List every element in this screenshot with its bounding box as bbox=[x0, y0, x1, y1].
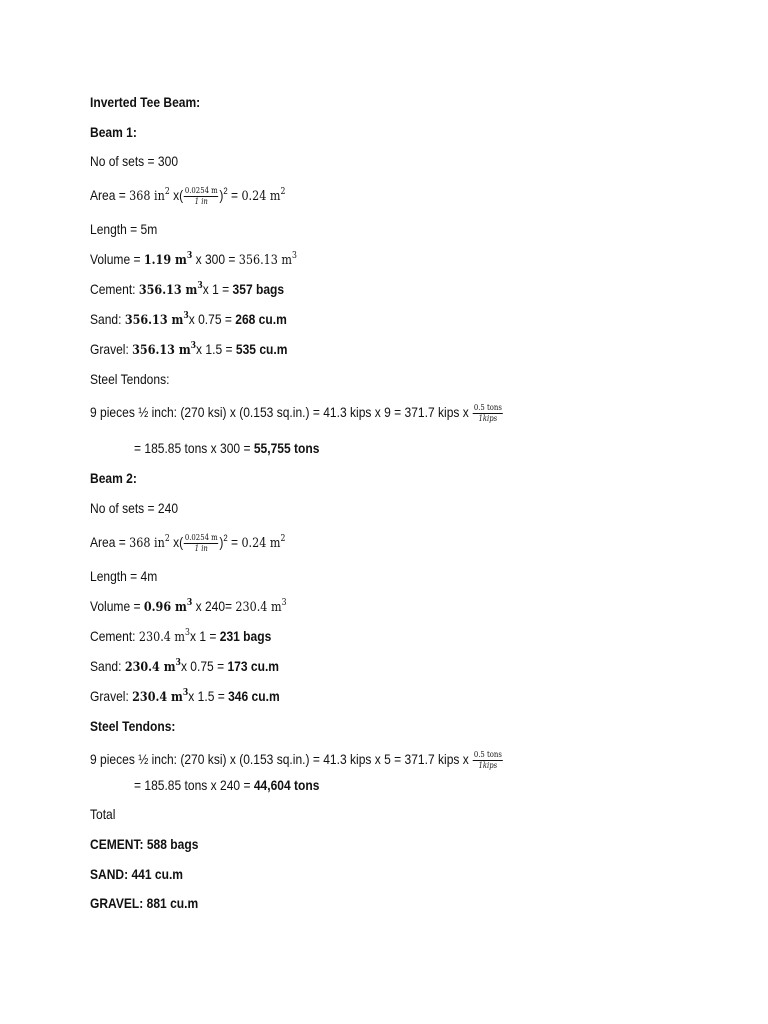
beam2-sand: Sand: 230.4 $m^3x$ 0.75 = 173 cu.m bbox=[90, 658, 280, 675]
beam2-steel-line: 9 pieces ½ inch: (270 ksi) x (0.153 sq.in.) = 41.3 kips x 5 = 371.7 kips x $\frac{\text{0.5 tons}}{\text{1kips}}$ bbox=[90, 750, 502, 770]
beam1-steel-total: = 185.85 tons x 300 = 55,755 tons bbox=[134, 440, 320, 456]
total-cement: CEMENT: 588 bags bbox=[90, 836, 199, 852]
total-label: Total bbox=[90, 806, 116, 822]
beam2-volume: Volume = 0.96 $m^3$ x 240= 230.4 $m^3$ bbox=[90, 598, 287, 615]
gravel-result: 535 cu.m bbox=[235, 341, 288, 357]
beam1-length: Length = 5m bbox=[90, 221, 158, 237]
beam2-cement: Cement: 230.4 $m^3x$ 1 = 231 bags bbox=[90, 628, 272, 645]
beam2-area: Area = 368 $in^2$ x( $\frac{0.0254 m}{1 in}$ )$^2$ = 0.24 $m^2$ bbox=[90, 533, 286, 553]
beam1-gravel: Gravel: 356.13 $m^3x$ 1.5 = 535 cu.m bbox=[90, 341, 288, 358]
beam1-sets: No of sets = 300 bbox=[90, 153, 179, 169]
document-title: Inverted Tee Beam: bbox=[90, 94, 201, 110]
beam1-steel-line: 9 pieces ½ inch: (270 ksi) x (0.153 sq.in.) = 41.3 kips x 9 = 371.7 kips x $\frac{\text{0.5 tons}}{\text{1kips}}$ bbox=[90, 403, 502, 423]
cement-result: 357 bags bbox=[232, 281, 285, 297]
beam2-heading: Beam 2: bbox=[90, 470, 137, 486]
beam1-sand: Sand: 356.13 $m^3x$ 0.75 = 268 cu.m bbox=[90, 311, 287, 328]
total-sand: SAND: 441 cu.m bbox=[90, 866, 184, 882]
beam2-steel-total: = 185.85 tons x 240 = 44,604 tons bbox=[134, 777, 320, 793]
area-value: 368 $in^2$ bbox=[129, 187, 170, 205]
tons-fraction: $\frac{\text{0.5 tons}}{\text{1kips}}$ bbox=[473, 403, 502, 423]
tons-fraction: $\frac{\text{0.5 tons}}{\text{1kips}}$ bbox=[473, 750, 502, 770]
steel-total-result: 55,755 tons bbox=[253, 440, 320, 456]
beam1-steel-heading: Steel Tendons: bbox=[90, 371, 170, 387]
conversion-fraction: $\frac{0.0254 m}{1 in}$ bbox=[184, 533, 218, 553]
area-result: 0.24 $m^2$ bbox=[241, 187, 286, 205]
beam2-sets: No of sets = 240 bbox=[90, 500, 179, 516]
beam1-area: Area = 368 $in^2$ x( $\frac{0.0254 m}{1 in}$ )$^2$ = 0.24 $m^2$ bbox=[90, 186, 286, 206]
area-times: x( bbox=[173, 187, 184, 204]
total-gravel: GRAVEL: 881 cu.m bbox=[90, 895, 199, 911]
beam2-length: Length = 4m bbox=[90, 568, 158, 584]
beam1-heading: Beam 1: bbox=[90, 124, 137, 140]
area-label: Area = bbox=[90, 187, 130, 204]
beam1-volume: Volume = 1.19 $m^3$ x 300 = 356.13 $m^3$ bbox=[90, 251, 297, 268]
beam2-gravel: Gravel: 230.4 $m^3x$ 1.5 = 346 cu.m bbox=[90, 688, 280, 705]
beam1-cement: Cement: 356.13 $m^3x$ 1 = 357 bags bbox=[90, 281, 285, 298]
conversion-fraction: $\frac{0.0254 m}{1 in}$ bbox=[184, 186, 218, 206]
beam2-steel-heading: Steel Tendons: bbox=[90, 718, 176, 734]
sand-result: 268 cu.m bbox=[235, 311, 287, 327]
